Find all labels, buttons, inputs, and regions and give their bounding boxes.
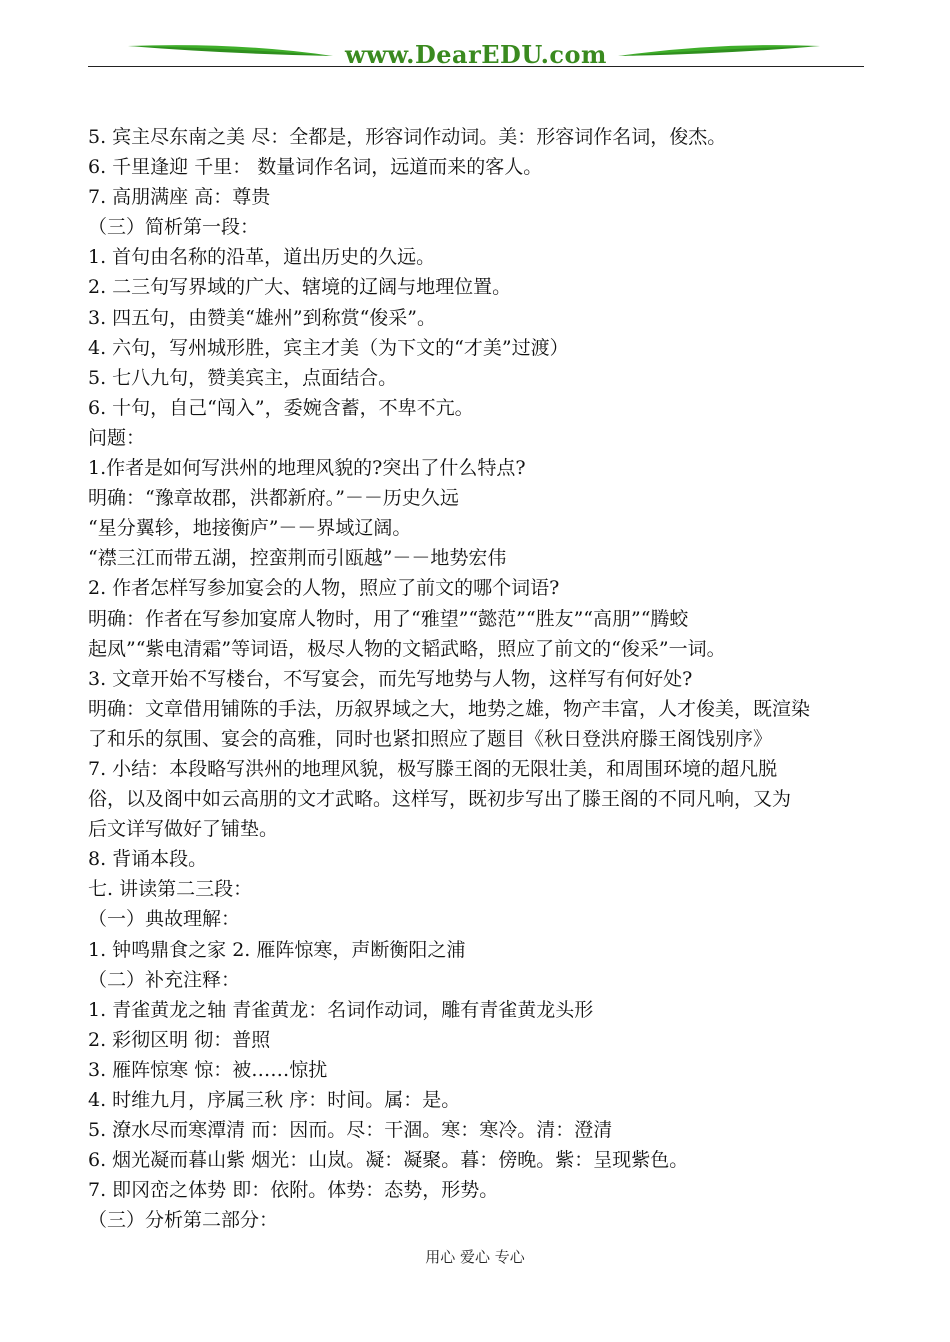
text-line: （三）简析第一段： <box>88 216 260 239</box>
text-line: 1. 钟鸣鼎食之家 2. 雁阵惊寒，声断衡阳之浦 <box>88 938 466 961</box>
text-line: 1. 首句由名称的沿革，道出历史的久远。 <box>88 246 436 269</box>
text-line: 2. 二三句写界域的广大、辖境的辽阔与地理位置。 <box>88 276 512 299</box>
text-line: 6. 烟光凝而暮山紫 烟光：山岚。凝：凝聚。暮：傍晚。紫：呈现紫色。 <box>88 1149 689 1172</box>
site-logo: www.DearEDU.com <box>345 40 607 69</box>
text-line: 起凤”“紫电清霜”等词语，极尽人物的文韬武略，照应了前文的“俊采”一词。 <box>88 637 726 660</box>
text-line: 3. 雁阵惊寒 惊：被……惊扰 <box>88 1058 328 1081</box>
text-line: （一）典故理解： <box>88 908 241 931</box>
text-line: 5. 潦水尽而寒潭清 而：因而。尽：干涸。寒：寒冷。清：澄清 <box>88 1119 613 1142</box>
text-line: 明确：“豫章故郡，洪都新府。”－－历史久远 <box>88 487 459 510</box>
text-line: 后文详写做好了铺垫。 <box>88 818 279 841</box>
text-line: 5. 宾主尽东南之美 尽：全都是，形容词作动词。美：形容词作名词，俊杰。 <box>88 126 727 148</box>
text-line: 1.作者是如何写洪州的地理风貌的?突出了什么特点? <box>88 457 526 480</box>
text-line: （三）分析第二部分： <box>88 1209 279 1232</box>
text-line: 5. 七八九句，赞美宾主，点面结合。 <box>88 366 398 389</box>
page-footer: 用心 爱心 专心 <box>425 1248 525 1266</box>
text-line: “星分翼轸，地接衡庐”－－界域辽阔。 <box>88 517 412 540</box>
text-line: 4. 六句，写州城形胜，宾主才美（为下文的“才美”过渡） <box>88 336 569 359</box>
text-line: 2. 作者怎样写参加宴会的人物，照应了前文的哪个词语? <box>88 577 560 600</box>
text-line: 问题： <box>88 426 146 449</box>
text-line: 3. 文章开始不写楼台，不写宴会，而先写地势与人物，这样写有何好处? <box>88 667 693 690</box>
text-line: 七. 讲读第二三段： <box>88 878 253 901</box>
text-line: 3. 四五句，由赞美“雄州”到称赏“俊采”。 <box>88 306 437 329</box>
text-line: 俗，以及阁中如云高朋的文才武略。这样写，既初步写出了滕王阁的不同凡响，又为 <box>88 788 792 811</box>
document-body <box>88 122 878 1235</box>
text-line: 4. 时维九月，序属三秋 序：时间。属：是。 <box>88 1089 461 1111</box>
text-line: 2. 彩彻区明 彻：普照 <box>88 1028 271 1051</box>
text-line: 7. 小结：本段略写洪州的地理风貌，极写滕王阁的无限壮美，和周围环境的超凡脱 <box>88 757 778 780</box>
text-line: 7. 高朋满座 高：尊贵 <box>88 186 271 209</box>
header-rule <box>88 66 864 67</box>
text-line: （二）补充注释： <box>88 968 241 991</box>
text-line: 明确：文章借用铺陈的手法，历叙界域之大，地势之雄，物产丰富，人才俊美，既渲染 <box>88 697 811 720</box>
text-line: 8. 背诵本段。 <box>88 848 208 871</box>
text-line: 了和乐的氛围、宴会的高雅，同时也紧扣照应了题目《秋日登洪府滕王阁饯别序》 <box>88 727 773 750</box>
text-line: 7. 即冈峦之体势 即：依附。体势：态势，形势。 <box>88 1179 499 1202</box>
text-line: 6. 千里逢迎 千里： 数量词作名词，远道而来的客人。 <box>88 156 543 179</box>
text-line: 1. 青雀黄龙之轴 青雀黄龙：名词作动词，雕有青雀黄龙头形 <box>88 998 594 1021</box>
text-line: “襟三江而带五湖，控蛮荆而引瓯越”－－地势宏伟 <box>88 547 507 570</box>
text-line: 6. 十句，自己“闯入”，委婉含蓄，不卑不亢。 <box>88 396 474 419</box>
text-line: 明确：作者在写参加宴席人物时，用了“雅望”“懿范”“胜友”“高朋”“腾蛟 <box>88 607 689 630</box>
